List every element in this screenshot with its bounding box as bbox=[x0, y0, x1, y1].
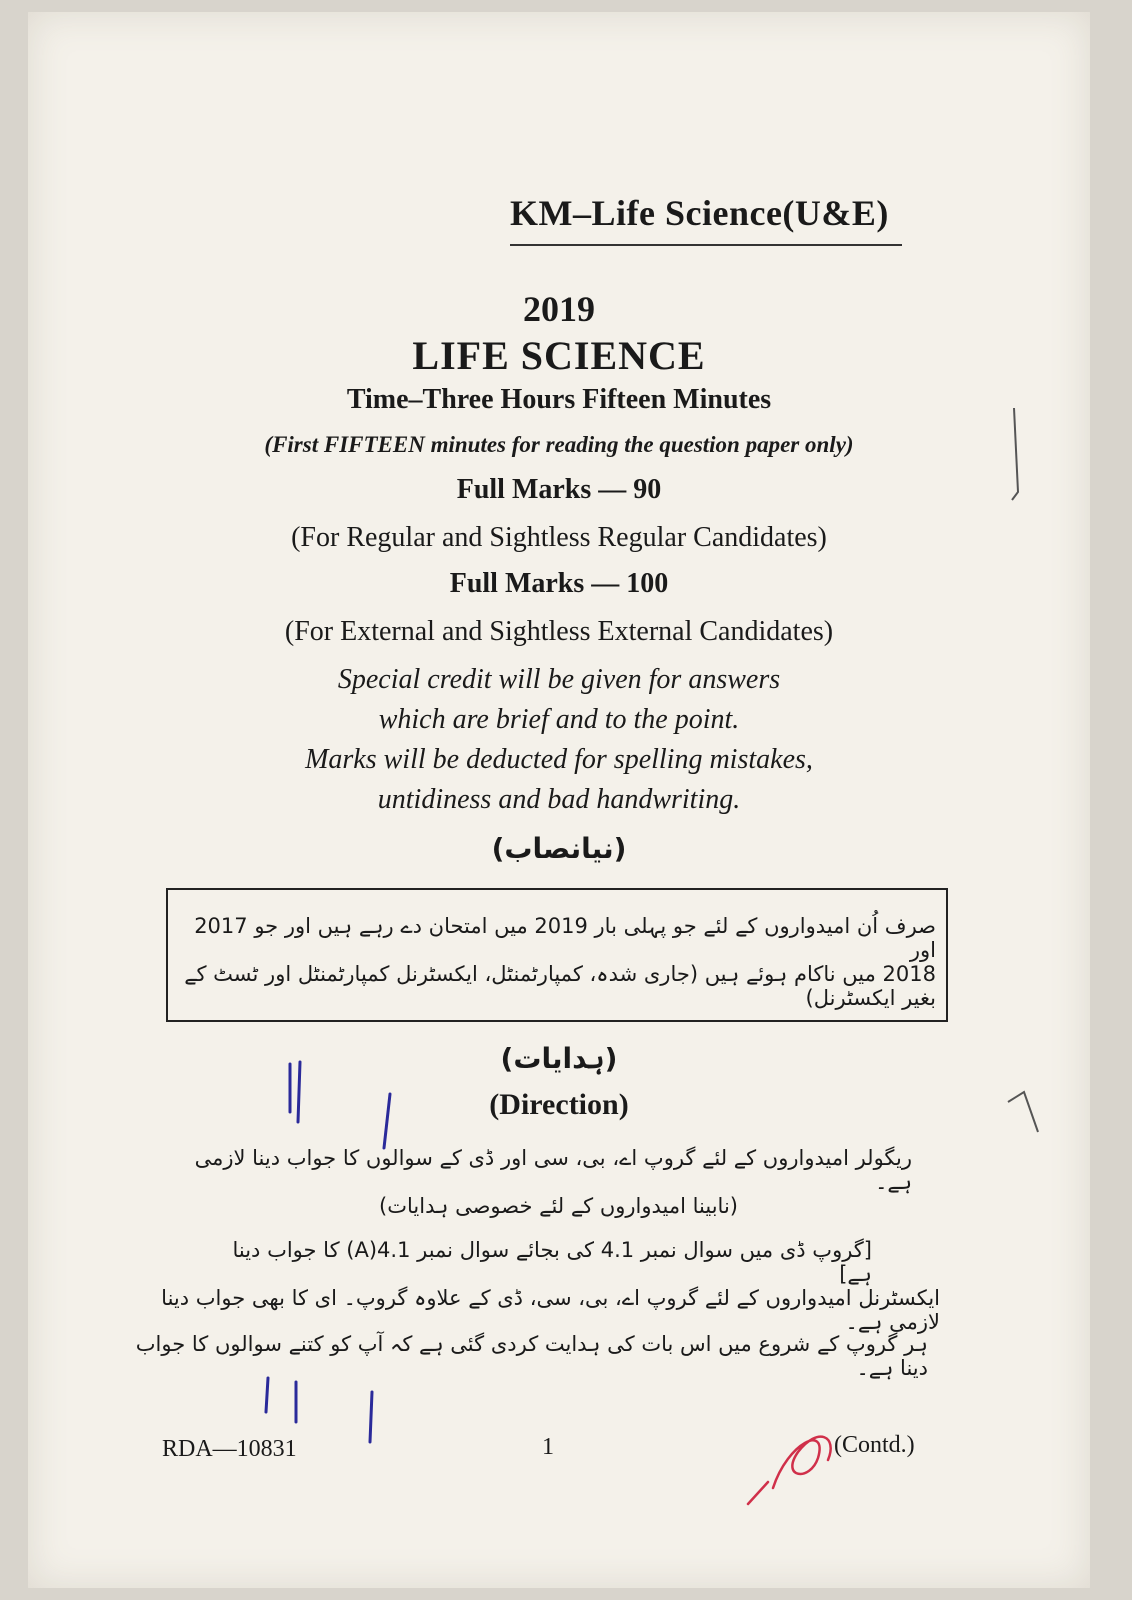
credit-note-line-2: which are brief and to the point. bbox=[378, 704, 740, 735]
subject-title: LIFE SCIENCE bbox=[412, 333, 706, 378]
eligibility-line-1: صرف اُن امیدواروں کے لئے جو پہلی بار 2019 میں امتحان دے رہے ہیں اور جو 2017 اور bbox=[194, 914, 936, 962]
credit-note-line-1: Special credit will be given for answers bbox=[337, 664, 781, 695]
direction-line-sightless-heading: (نابینا امیدواروں کے لئے خصوصی ہدایات) bbox=[379, 1194, 738, 1218]
direction-line-external: ایکسٹرنل امیدواروں کے لئے گروپ اے، بی، سی، ڈی کے علاوہ گروپ۔ ای کا بھی جواب دینا لازمی ہے۔ bbox=[161, 1286, 940, 1334]
footer-code: RDA—10831 bbox=[162, 1436, 297, 1462]
pen-mark-stroke bbox=[298, 1062, 300, 1122]
pen-mark-stroke bbox=[266, 1378, 268, 1412]
pen-mark-stroke bbox=[370, 1392, 372, 1442]
deduction-note-line-1: Marks will be deducted for spelling mistakes, bbox=[305, 744, 813, 775]
pen-marks bbox=[28, 12, 1090, 1588]
external-candidates-note: (For External and Sightless External Candidates) bbox=[284, 616, 834, 647]
direction-line-regular: ریگولر امیدواروں کے لئے گروپ اے، بی، سی اور ڈی کے سوالوں کا جواب دینا لازمی ہے۔ bbox=[194, 1146, 912, 1194]
direction-urdu-heading: (ہدایات) bbox=[500, 1042, 618, 1075]
deduction-note-line-2: untidiness and bad handwriting. bbox=[377, 784, 741, 815]
direction-line-sightless-note: [گروپ ڈی میں سوال نمبر 4.1 کی بجائے سوال نمبر 4.1(A) کا جواب دینا ہے] bbox=[232, 1238, 872, 1286]
paper-code: KM–Life Science(U&E) bbox=[510, 193, 889, 233]
direction-line-group-note: ہر گروپ کے شروع میں اس بات کی ہدایت کردی گئی ہے کہ آپ کو کتنے سوالوں کا جواب دینا ہے۔ bbox=[135, 1332, 928, 1380]
staple-mark bbox=[1008, 408, 1038, 1132]
syllabus-heading: (نیانصاب) bbox=[491, 832, 627, 865]
red-signature bbox=[748, 1437, 831, 1504]
regular-candidates-note: (For Regular and Sightless Regular Candidates) bbox=[291, 522, 827, 553]
exam-duration: Time–Three Hours Fifteen Minutes bbox=[346, 384, 772, 415]
exam-paper-page bbox=[28, 12, 1090, 1588]
direction-heading: (Direction) bbox=[489, 1088, 629, 1121]
pen-mark-stroke bbox=[384, 1094, 390, 1148]
full-marks-regular: Full Marks — 90 bbox=[456, 474, 662, 505]
page-number: 1 bbox=[542, 1434, 554, 1460]
exam-year: 2019 bbox=[523, 289, 595, 329]
continued-note: (Contd.) bbox=[834, 1432, 915, 1458]
reading-time-note: (First FIFTEEN minutes for reading the question paper only) bbox=[264, 432, 854, 457]
full-marks-external: Full Marks — 100 bbox=[449, 568, 669, 599]
eligibility-line-2: 2018 میں ناکام ہوئے ہیں (جاری شدہ، کمپارٹمنٹل، ایکسٹرنل کمپارٹمنٹل اور ٹسٹ کے بغیر ایکسٹرنل) bbox=[184, 962, 936, 1010]
